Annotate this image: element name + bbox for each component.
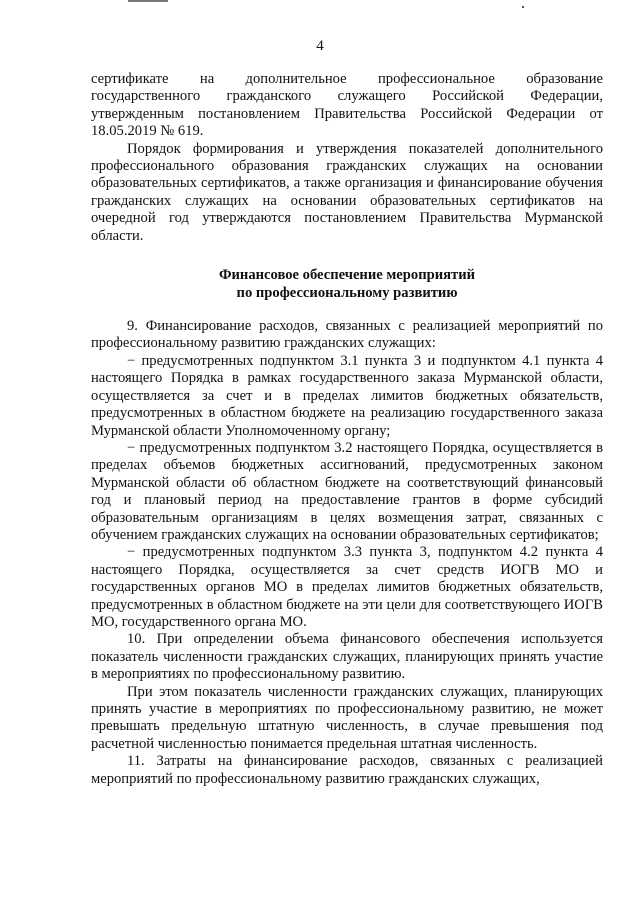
scan-artifact [128,0,168,2]
list-item: − предусмотренных подпунктом 3.2 настоящего Порядка, осуществляется в пределах объемов бюджетных ассигнований, предусмотренных законом Мурманской области об областном бюджете на соответствующий финансовый год и плановый период на предоставление грантов в форме субсидий образовательным организациям в целях возмещения затрат, связанных с обучением гражданских служащих на основании образовательных сертификатов; [91,439,603,543]
page-number: 4 [316,38,324,54]
paragraph: 9. Финансирование расходов, связанных с реализацией мероприятий по профессиональному развитию гражданских служащих: [91,318,603,352]
scan-artifact-dot [522,6,524,8]
paragraph: 10. При определении объема финансового обеспечения используется показатель численности гражданских служащих, планирующих принять участие в мероприятиях по профессиональному развитию. [91,631,603,683]
section-heading [91,266,603,302]
document-body [91,71,603,788]
paragraph: сертификате на дополнительное профессиональное образование государственного гражданского служащего Российской Федерации, утвержденным постановлением Правительства Российской Федерации от 18.05.2019 № 619. [91,71,603,140]
section-heading-line: по профессиональному развитию [236,285,458,302]
paragraph: При этом показатель численности гражданских служащих, планирующих принять участие в мероприятиях по профессиональному развитию, не может превышать предельную штатную численность, в случае превышения под расчетной численностью понимается предельная штатная численность. [91,683,603,752]
paragraph: Порядок формирования и утверждения показателей дополнительного профессионального образования гражданских служащих на основании образовательных сертификатов, а также организация и финансирование обучения гражданских служащих на основании образовательных сертификатов на очередной год утверждаются постановлением Правительства Мурманской области. [91,140,603,244]
list-item: − предусмотренных подпунктом 3.3 пункта 3, подпунктом 4.2 пункта 4 настоящего Порядка, осуществляется за счет средств ИОГВ МО и государственных органов МО в пределах лимитов бюджетных обязательств, предусмотренных в областном бюджете на эти цели для соответствующего ИОГВ МО, государственного органа МО. [91,544,603,630]
paragraph: 11. Затраты на финансирование расходов, связанных с реализацией мероприятий по профессиональному развитию гражданских служащих, [91,753,603,787]
section-heading-line: Финансовое обеспечение мероприятий [218,267,476,284]
list-item: − предусмотренных подпунктом 3.1 пункта 3 и подпунктом 4.1 пункта 4 настоящего Порядка в рамках государственного заказа Мурманской области, осуществляется за счет и в пределах лимитов бюджетных обязательств, предусмотренных в областном бюджете на реализацию государственного заказа Мурманской области Уполномоченному органу; [91,352,603,439]
